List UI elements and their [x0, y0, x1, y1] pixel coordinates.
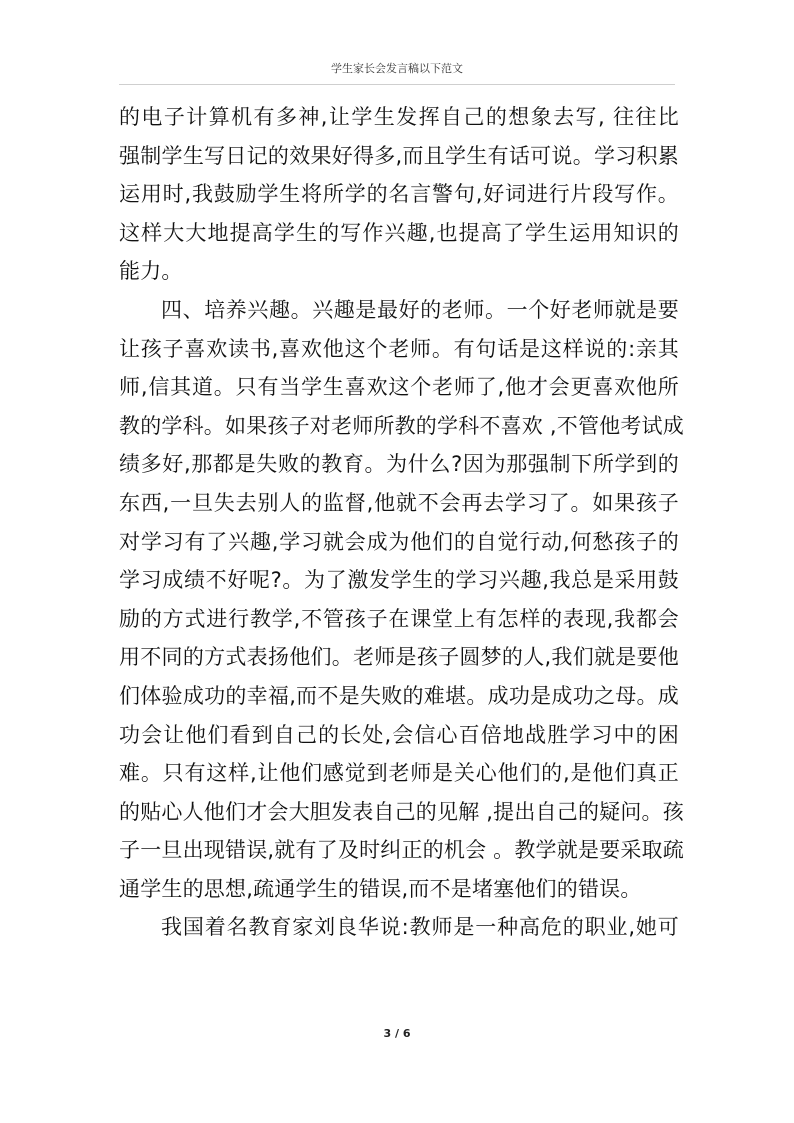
text-line: 师,信其道。只有当学生喜欢这个老师了,他才会更喜欢他所: [119, 375, 679, 400]
text-line: 我国着名教育家刘良华说:教师是一种高危的职业,她可: [161, 915, 679, 940]
text-line: 强制学生写日记的效果好得多,而且学生有话可说。学习积累: [119, 143, 679, 168]
header-divider: [119, 84, 675, 85]
text-line: 用不同的方式表扬他们。老师是孩子圆梦的人,我们就是要他: [119, 645, 679, 670]
page-header-title: 学生家长会发言稿以下范文: [331, 62, 463, 75]
text-line: 教的学科。如果孩子对老师所教的学科不喜欢 ,不管他考试成: [119, 413, 684, 438]
text-line: 能力。: [119, 259, 183, 284]
text-line: 这样大大地提高学生的写作兴趣,也提高了学生运用知识的: [119, 220, 679, 245]
text-line: 励的方式进行教学,不管孩子在课堂上有怎样的表现,我都会: [119, 606, 679, 631]
text-line: 四、培养兴趣。兴趣是最好的老师。一个好老师就是要: [161, 297, 679, 322]
text-line: 学习成绩不好呢?。为了激发学生的学习兴趣,我总是采用鼓: [119, 568, 679, 593]
text-line: 的电子计算机有多神,让学生发挥自己的想象去写, 往往比: [119, 105, 679, 129]
text-line: 绩多好,那都是失败的教育。为什么?因为那强制下所学到的: [119, 452, 679, 477]
document-body: [119, 98, 684, 947]
text-line: 让孩子喜欢读书,喜欢他这个老师。有句话是这样说的:亲其: [119, 336, 679, 361]
page-number: 3 / 6: [383, 1027, 411, 1040]
text-line: 功会让他们看到自己的长处,会信心百倍地战胜学习中的困: [119, 722, 679, 747]
text-line: 通学生的思想,疏通学生的错误,而不是堵塞他们的错误。: [119, 876, 642, 901]
text-line: 运用时,我鼓励学生将所学的名言警句,好词进行片段写作。: [119, 182, 679, 207]
text-line: 难。只有这样,让他们感觉到老师是关心他们的,是他们真正: [119, 761, 679, 786]
text-line: 们体验成功的幸福,而不是失败的难堪。成功是成功之母。成: [119, 683, 679, 708]
text-line: 东西,一旦失去别人的监督,他就不会再去学习了。如果孩子: [119, 490, 679, 515]
text-line: 对学习有了兴趣,学习就会成为他们的自觉行动,何愁孩子的: [119, 529, 679, 554]
text-line: 子一旦出现错误,就有了及时纠正的机会 。教学就是要采取疏: [119, 838, 684, 863]
text-line: 的贴心人他们才会大胆发表自己的见解 ,提出自己的疑问。孩: [119, 799, 684, 824]
